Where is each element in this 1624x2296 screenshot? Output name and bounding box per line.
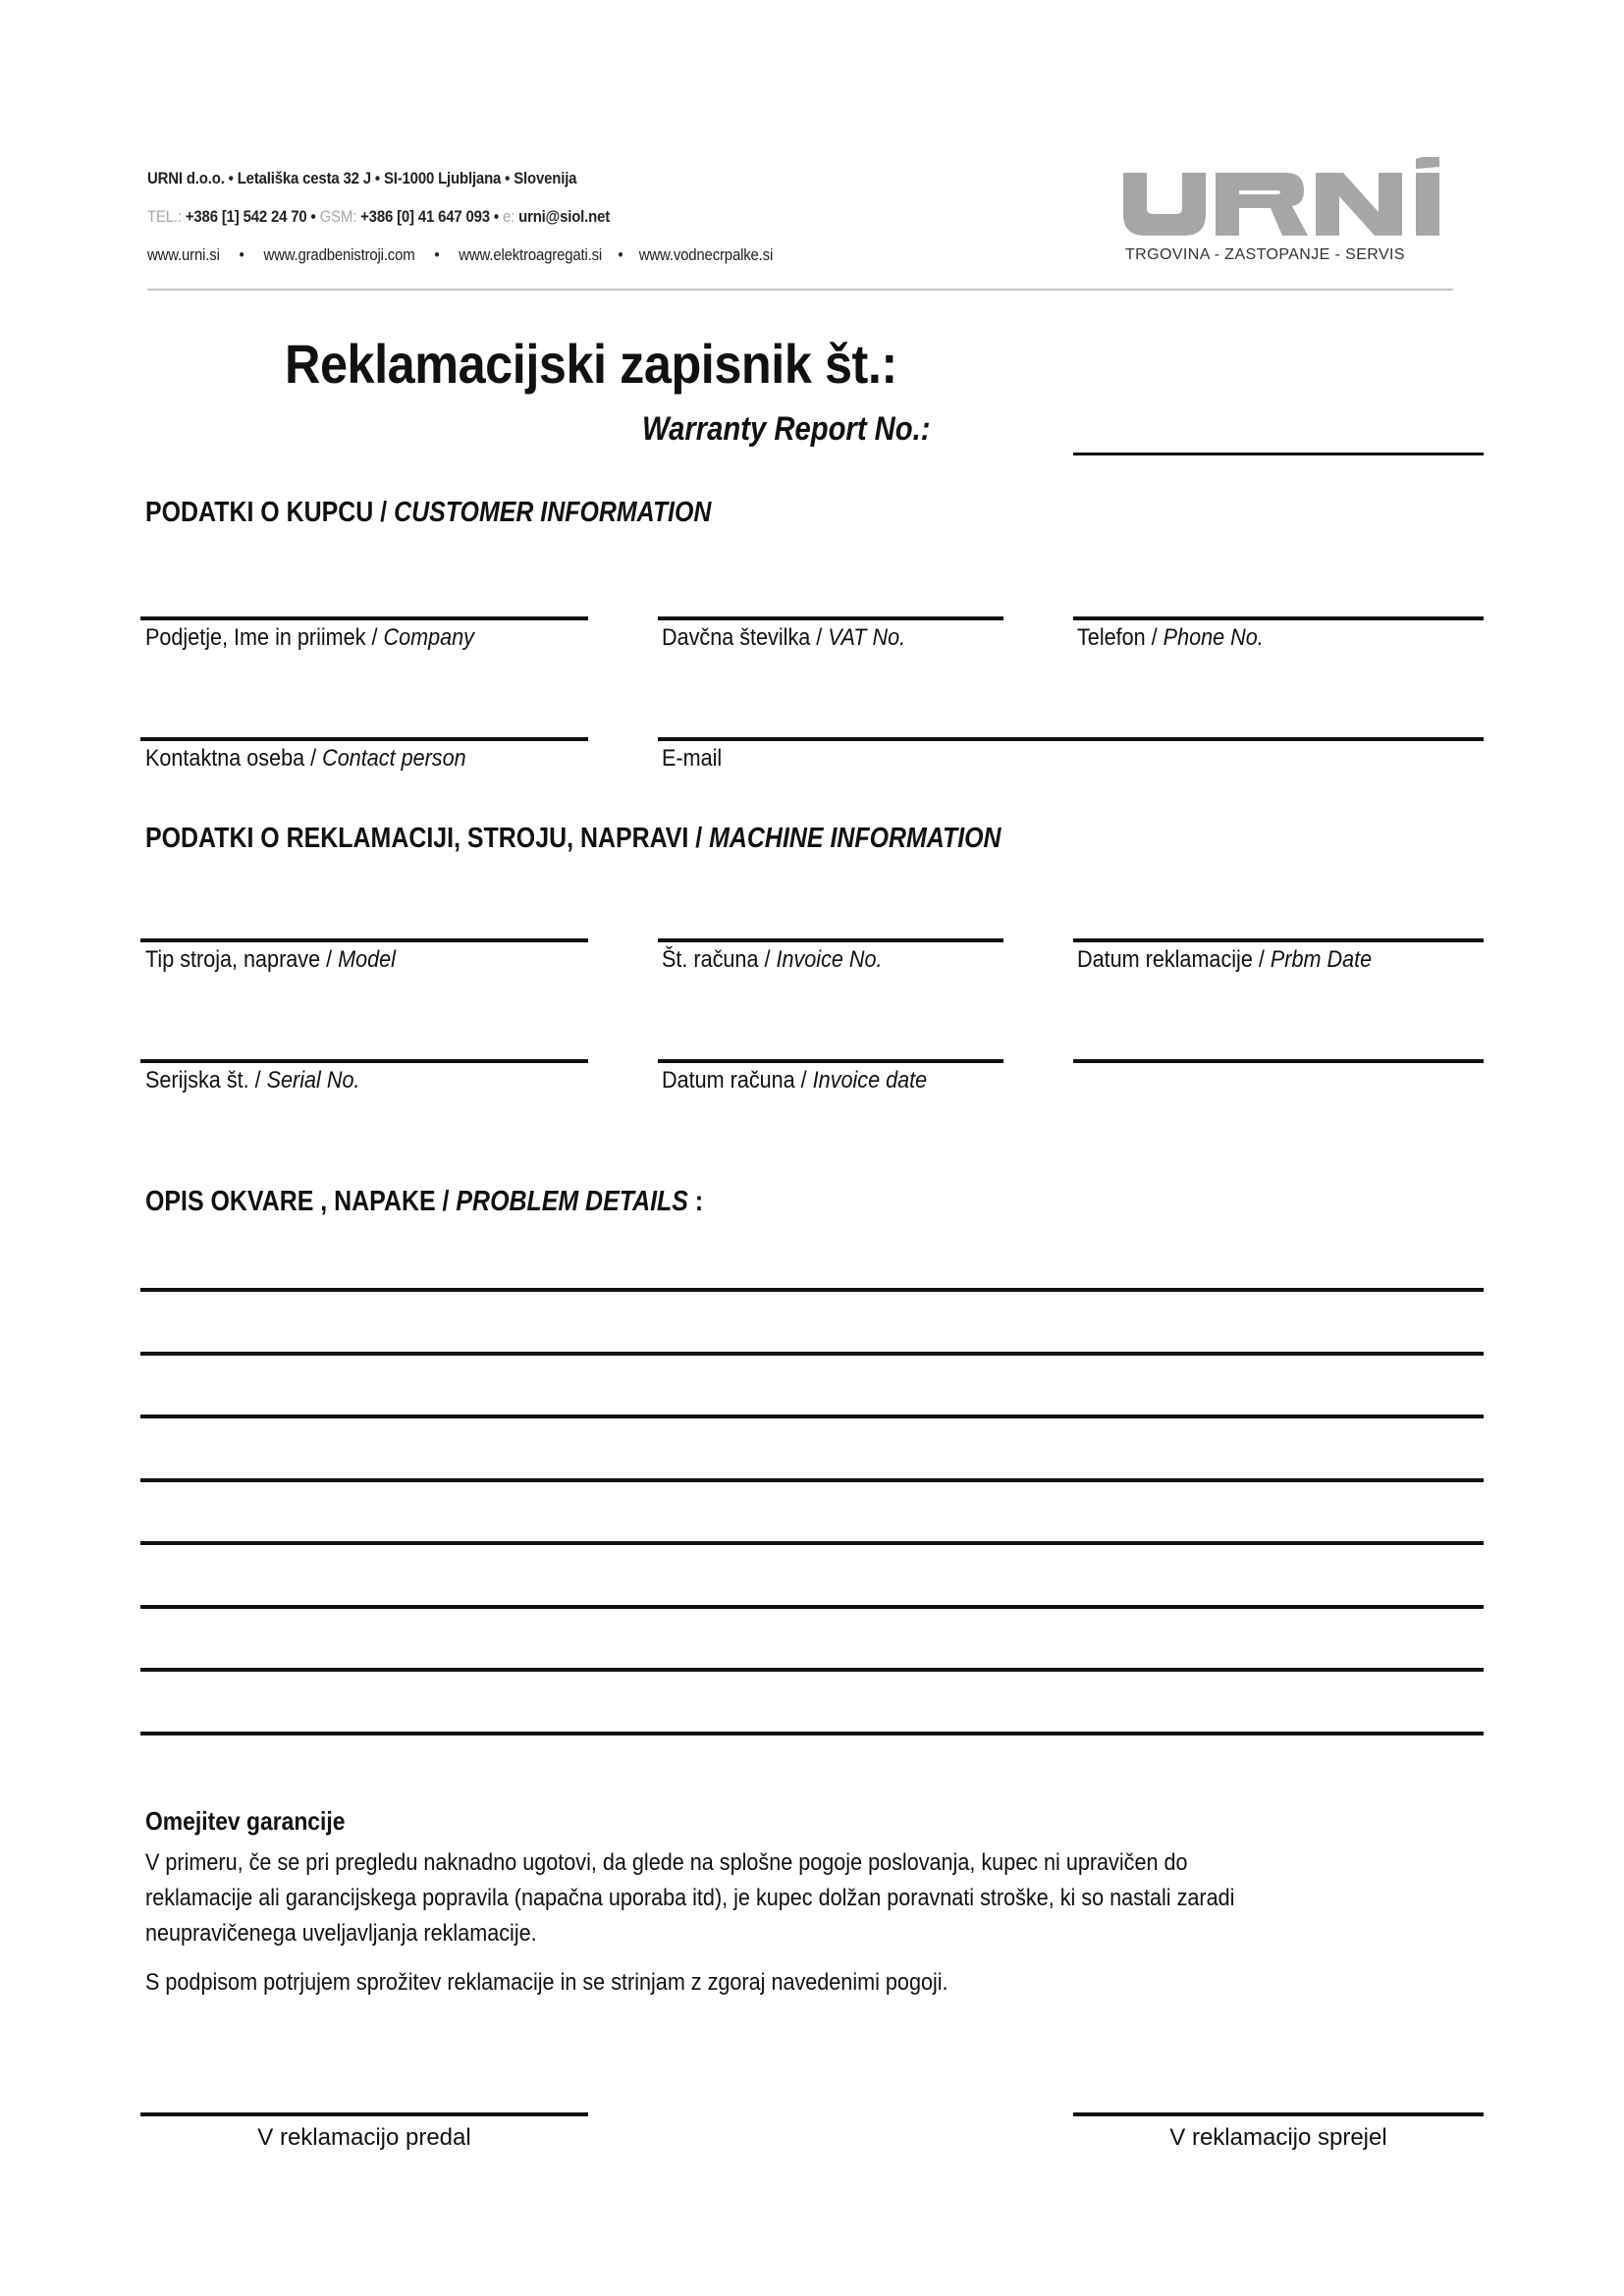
website-link[interactable]: www.elektroagregati.si (459, 245, 603, 264)
problem-details-line[interactable] (140, 1478, 1484, 1482)
logo-letter-i (1416, 173, 1439, 236)
problem-details-line[interactable] (140, 1541, 1484, 1545)
separator: • (239, 245, 244, 264)
heading-sl: OPIS OKVARE , NAPAKE / (145, 1186, 457, 1217)
phone-label (1077, 624, 1264, 652)
serial-number-field[interactable] (140, 1059, 588, 1063)
separator: • (618, 245, 623, 264)
separator: • (370, 169, 384, 187)
problem-details-line[interactable] (140, 1352, 1484, 1356)
page-subtitle: Warranty Report No.: (642, 410, 931, 448)
label-sl: Podjetje, Ime in priimek / (145, 624, 384, 651)
label-en: Serial No. (266, 1067, 360, 1094)
phone-field[interactable] (1073, 616, 1484, 620)
tel-label: TEL.: (147, 207, 182, 226)
model-field[interactable] (140, 938, 588, 942)
website-link[interactable]: www.urni.si (147, 245, 220, 264)
label-sl: Serijska št. / (145, 1067, 267, 1094)
problem-details-line[interactable] (140, 1288, 1484, 1292)
guarantee-line: V primeru, če se pri pregledu naknadno ugotovi, da glede na splošne pogoje poslovanja, kupec ni upravičen do (145, 1849, 1188, 1876)
signature-submitted-label: V reklamacijo predal (257, 2124, 471, 2151)
email-address[interactable]: urni@siol.net (518, 207, 611, 226)
separator: • (501, 169, 514, 187)
problem-date-field[interactable] (1073, 938, 1484, 942)
website-link[interactable]: www.vodnecrpalke.si (638, 245, 774, 264)
label-en: Contact person (322, 745, 466, 772)
invoice-number-label (662, 946, 883, 974)
problem-date-label (1077, 946, 1372, 974)
contact-person-field[interactable] (140, 737, 588, 741)
serial-number-label (145, 1067, 359, 1095)
email-label (662, 745, 722, 773)
invoice-date-field[interactable] (658, 1059, 1003, 1063)
guarantee-confirmation: S podpisom potrjujem sprožitev reklamacije in se strinjam z zgoraj navedenimi pogoji. (145, 1969, 948, 1996)
invoice-date-label (662, 1067, 927, 1095)
company-contact-line (147, 207, 610, 227)
company-country: Slovenija (514, 169, 577, 187)
problem-details-line[interactable] (140, 1415, 1484, 1418)
tel-number: +386 [1] 542 24 70 (185, 207, 307, 226)
customer-section-heading (145, 497, 711, 529)
heading-en: CUSTOMER INFORMATION (394, 497, 712, 528)
logo-letter-n (1316, 173, 1402, 236)
label-sl: Telefon / (1077, 624, 1164, 651)
vat-label (662, 624, 905, 652)
separator: • (434, 245, 440, 264)
heading-suffix: : (687, 1186, 704, 1217)
label-en: Invoice date (812, 1067, 928, 1094)
label-en: Company (383, 624, 474, 651)
problem-section-heading (145, 1186, 703, 1218)
problem-details-line[interactable] (140, 1605, 1484, 1609)
contact-person-label (145, 745, 466, 773)
signature-submitted-field[interactable] (140, 2112, 588, 2116)
label-sl: Datum računa / (662, 1067, 813, 1094)
heading-en: MACHINE INFORMATION (709, 823, 1001, 854)
label-sl: E-mail (662, 745, 723, 772)
company-label (145, 624, 474, 652)
model-label (145, 946, 396, 974)
guarantee-title: Omejitev garancije (145, 1806, 346, 1836)
label-en: VAT No. (828, 624, 906, 651)
logo-letter-r (1216, 173, 1308, 236)
guarantee-body (145, 1845, 1471, 1951)
page-title: Reklamacijski zapisnik št.: (285, 333, 897, 395)
company-field[interactable] (140, 616, 588, 620)
extra-field[interactable] (1073, 1059, 1484, 1063)
logo-accent (1416, 157, 1439, 169)
report-number-field[interactable] (1073, 453, 1484, 455)
label-sl: Št. računa / (662, 946, 777, 973)
logo-tagline: TRGOVINA - ZASTOPANJE - SERVIS (1125, 246, 1405, 263)
guarantee-line: reklamacije ali garancijskega popravila (napačna uporaba itd), je kupec dolžan poravnati stroške, ki so nastali zaradi (145, 1885, 1235, 1911)
heading-en: PROBLEM DETAILS (456, 1186, 688, 1217)
label-sl: Davčna številka / (662, 624, 829, 651)
email-field[interactable] (658, 737, 1484, 741)
heading-sl: PODATKI O KUPCU / (145, 497, 395, 528)
separator: • (493, 207, 500, 226)
signature-received-field[interactable] (1073, 2112, 1484, 2116)
problem-details-line[interactable] (140, 1732, 1484, 1735)
guarantee-line: neupravičenega uveljavljanja reklamacije. (145, 1920, 537, 1947)
label-sl: Tip stroja, naprave / (145, 946, 339, 973)
label-en: Model (338, 946, 396, 973)
gsm-number: +386 [0] 41 647 093 (360, 207, 490, 226)
company-name: URNI d.o.o. (147, 169, 225, 187)
machine-section-heading (145, 823, 1001, 855)
header-divider (147, 289, 1453, 291)
vat-field[interactable] (658, 616, 1003, 620)
websites-line (147, 245, 773, 265)
website-link[interactable]: www.gradbenistroji.com (263, 245, 415, 264)
problem-details-line[interactable] (140, 1668, 1484, 1672)
label-en: Phone No. (1163, 624, 1264, 651)
separator: • (224, 169, 238, 187)
gsm-label: GSM: (319, 207, 357, 226)
label-en: Prbm Date (1270, 946, 1373, 973)
label-en: Invoice No. (776, 946, 883, 973)
label-sl: Kontaktna oseba / (145, 745, 323, 772)
separator: • (310, 207, 316, 226)
company-city: SI-1000 Ljubljana (383, 169, 502, 187)
company-street: Letališka cesta 32 J (237, 169, 371, 187)
logo-letter-u (1123, 173, 1206, 236)
urni-logo (1121, 157, 1465, 236)
invoice-number-field[interactable] (658, 938, 1003, 942)
label-sl: Datum reklamacije / (1077, 946, 1271, 973)
company-address-line (147, 169, 576, 188)
email-label: e: (502, 207, 515, 226)
heading-sl: PODATKI O REKLAMACIJI, STROJU, NAPRAVI / (145, 823, 710, 854)
signature-received-label: V reklamacijo sprejel (1169, 2124, 1387, 2151)
